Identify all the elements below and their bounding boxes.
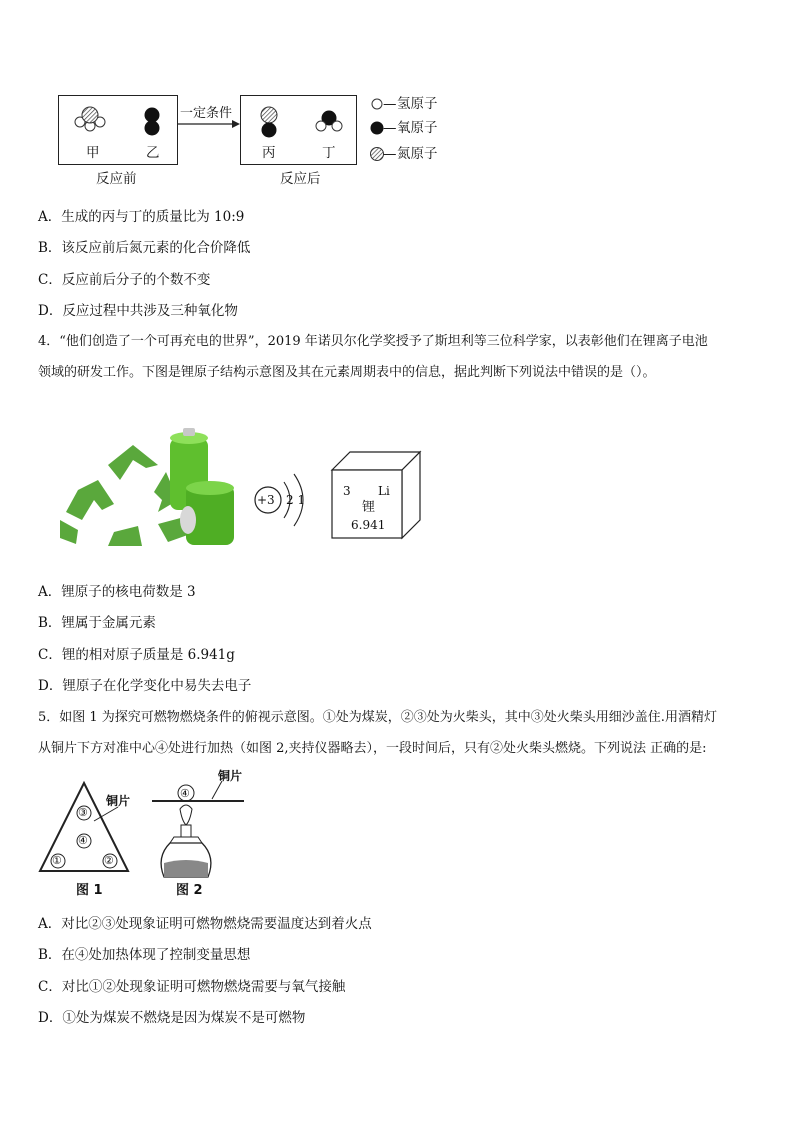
q4-option-c: C．锂的相对原子质量是 6.941g [38, 647, 235, 663]
nitrogen-atom-icon [371, 148, 384, 161]
q4-option-a: A．锂原子的核电荷数是 3 [38, 584, 196, 600]
legend-hydrogen: 氢原子 [397, 96, 438, 112]
product-c-label: 丙 [262, 145, 276, 161]
recycle-battery-picture [58, 420, 244, 550]
element-symbol: Li [378, 484, 390, 498]
legend-nitrogen: 氮原子 [397, 146, 438, 162]
hydrogen-atom-icon [372, 99, 382, 109]
element-atomic-number: 3 [343, 484, 351, 498]
q5-option-a: A．对比②③处现象证明可燃物燃烧需要温度达到着火点 [38, 916, 372, 932]
q4-option-b: B．锂属于金属元素 [38, 615, 156, 631]
caption-before: 反应前 [96, 171, 137, 187]
reactant-a-label: 甲 [86, 145, 100, 161]
nitric-oxide-molecule-icon [261, 107, 277, 138]
fig1-caption: 图 1 [76, 883, 103, 898]
fig1-mark-2: ② [104, 854, 114, 867]
product-d-label: 丁 [322, 145, 336, 161]
fig2-caption: 图 2 [176, 883, 203, 898]
combustion-figure [0, 765, 794, 905]
oxygen-molecule-icon [145, 108, 160, 136]
q3-option-c: C．反应前后分子的个数不变 [38, 272, 211, 288]
q3-option-a: A．生成的丙与丁的质量比为 10:9 [38, 209, 245, 225]
legend-prefix-3: — [383, 146, 397, 162]
legend-prefix-1: — [383, 96, 397, 112]
legend-prefix-2: — [383, 120, 397, 136]
fig2-mark-4: ④ [180, 787, 190, 800]
q5-option-c: C．对比①②处现象证明可燃物燃烧需要与氧气接触 [38, 979, 346, 995]
reactant-b-label: 乙 [146, 145, 160, 161]
water-molecule-icon [316, 111, 342, 132]
q5-stem-line-1: 5．如图 1 为探究可燃物燃烧条件的俯视示意图。①处为煤炭，②③处为火柴头，其中③处火柴头用细沙盖住.用酒精灯 [38, 710, 717, 725]
fig2-copper-label: 铜片 [218, 769, 243, 783]
q4-option-d: D．锂原子在化学变化中易失去电子 [38, 678, 252, 694]
element-name: 锂 [362, 500, 376, 515]
arrow-label: 一定条件 [180, 106, 233, 121]
atom-nucleus-charge: +3 [257, 493, 275, 507]
q5-option-d: D．①处为煤炭不燃烧是因为煤炭不是可燃物 [38, 1010, 306, 1026]
q4-stem-line-1: 4．“他们创造了一个可再充电的世界”，2019 年诺贝尔化学奖授予了斯坦利等三位科学家，以表彰他们在锂离子电池 [38, 334, 708, 349]
element-mass: 6.941 [351, 518, 386, 532]
reaction-figure [0, 0, 794, 200]
q5-option-b: B．在④处加热体现了控制变量思想 [38, 947, 251, 963]
lithium-atom-structure [250, 470, 320, 550]
atom-electron-shells: 2 1 [286, 493, 306, 507]
q5-stem-line-2: 从铜片下方对准中心④处进行加热（如图 2,夹持仪器略去），一段时间后，只有②处火柴头燃烧。下列说法 正确的是: [38, 741, 707, 756]
fig1-mark-3: ③ [78, 806, 88, 819]
oxygen-atom-icon [371, 122, 384, 135]
caption-after: 反应后 [280, 171, 321, 187]
q3-option-d: D．反应过程中共涉及三种氧化物 [38, 303, 238, 319]
fig1-mark-1: ① [52, 854, 62, 867]
fig1-mark-4: ④ [78, 834, 88, 847]
legend-oxygen: 氧原子 [397, 120, 438, 136]
fig1-copper-label: 铜片 [106, 794, 131, 808]
ammonia-molecule-icon [75, 107, 105, 131]
lithium-figure [0, 410, 794, 560]
q3-option-b: B．该反应前后氮元素的化合价降低 [38, 240, 251, 256]
q4-stem-line-2: 领域的研发工作。下图是锂原子结构示意图及其在元素周期表中的信息，据此判断下列说法中错误的是（）。 [38, 365, 656, 380]
